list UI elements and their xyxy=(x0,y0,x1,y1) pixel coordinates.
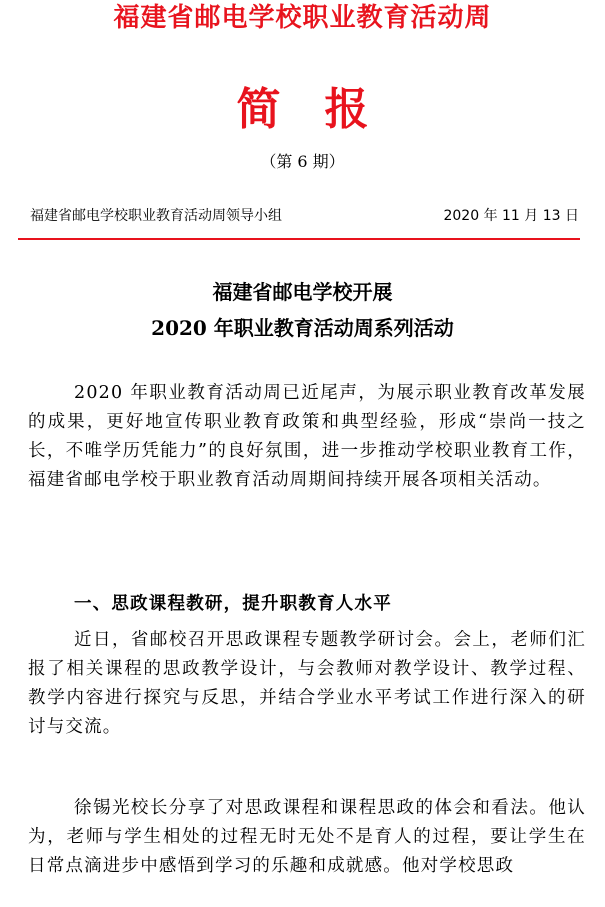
article-title-line-1: 福建省邮电学校开展 xyxy=(212,280,393,304)
newsletter-header-title: 福建省邮电学校职业教育活动周 xyxy=(113,3,492,33)
issuing-organization: 福建省邮电学校职业教育活动周领导小组 xyxy=(30,208,282,224)
newsletter-doc-type: 简报 xyxy=(236,84,413,135)
issue-date: 2020 年 11 月 13 日 xyxy=(443,208,579,224)
issue-number: （第 6 期） xyxy=(260,152,345,171)
article-title-line-2: 2020 年职业教育活动周系列活动 xyxy=(151,316,454,340)
intro-paragraph: 2020 年职业教育活动周已近尾声，为展示职业教育改革发展的成果，更好地宣传职业教育政策和典型经验，形成“崇尚一技之长，不唯学历凭能力”的良好氛围，进一步推动学校职业教育工作，福建省邮电学校于职业教育活动周期间持续开展各项相关活动。 xyxy=(28,383,586,490)
body-paragraph: 近日，省邮校召开思政课程专题教学研讨会。会上，老师们汇报了相关课程的思政教学设计，与会教师对教学设计、教学过程、教学内容进行探究与反思，并结合学业水平考试工作进行深入的研讨与交流。 xyxy=(28,630,586,737)
section-heading-1: 一、思政课程教研，提升职教育人水平 xyxy=(74,594,392,614)
meta-row xyxy=(30,204,579,228)
header-divider xyxy=(18,238,580,240)
body-paragraph: 徐锡光校长分享了对思政课程和课程思政的体会和看法。他认为，老师与学生相处的过程无时无处不是育人的过程，要让学生在日常点滴进步中感悟到学习的乐趣和成就感。他对学校思政 xyxy=(28,798,586,876)
